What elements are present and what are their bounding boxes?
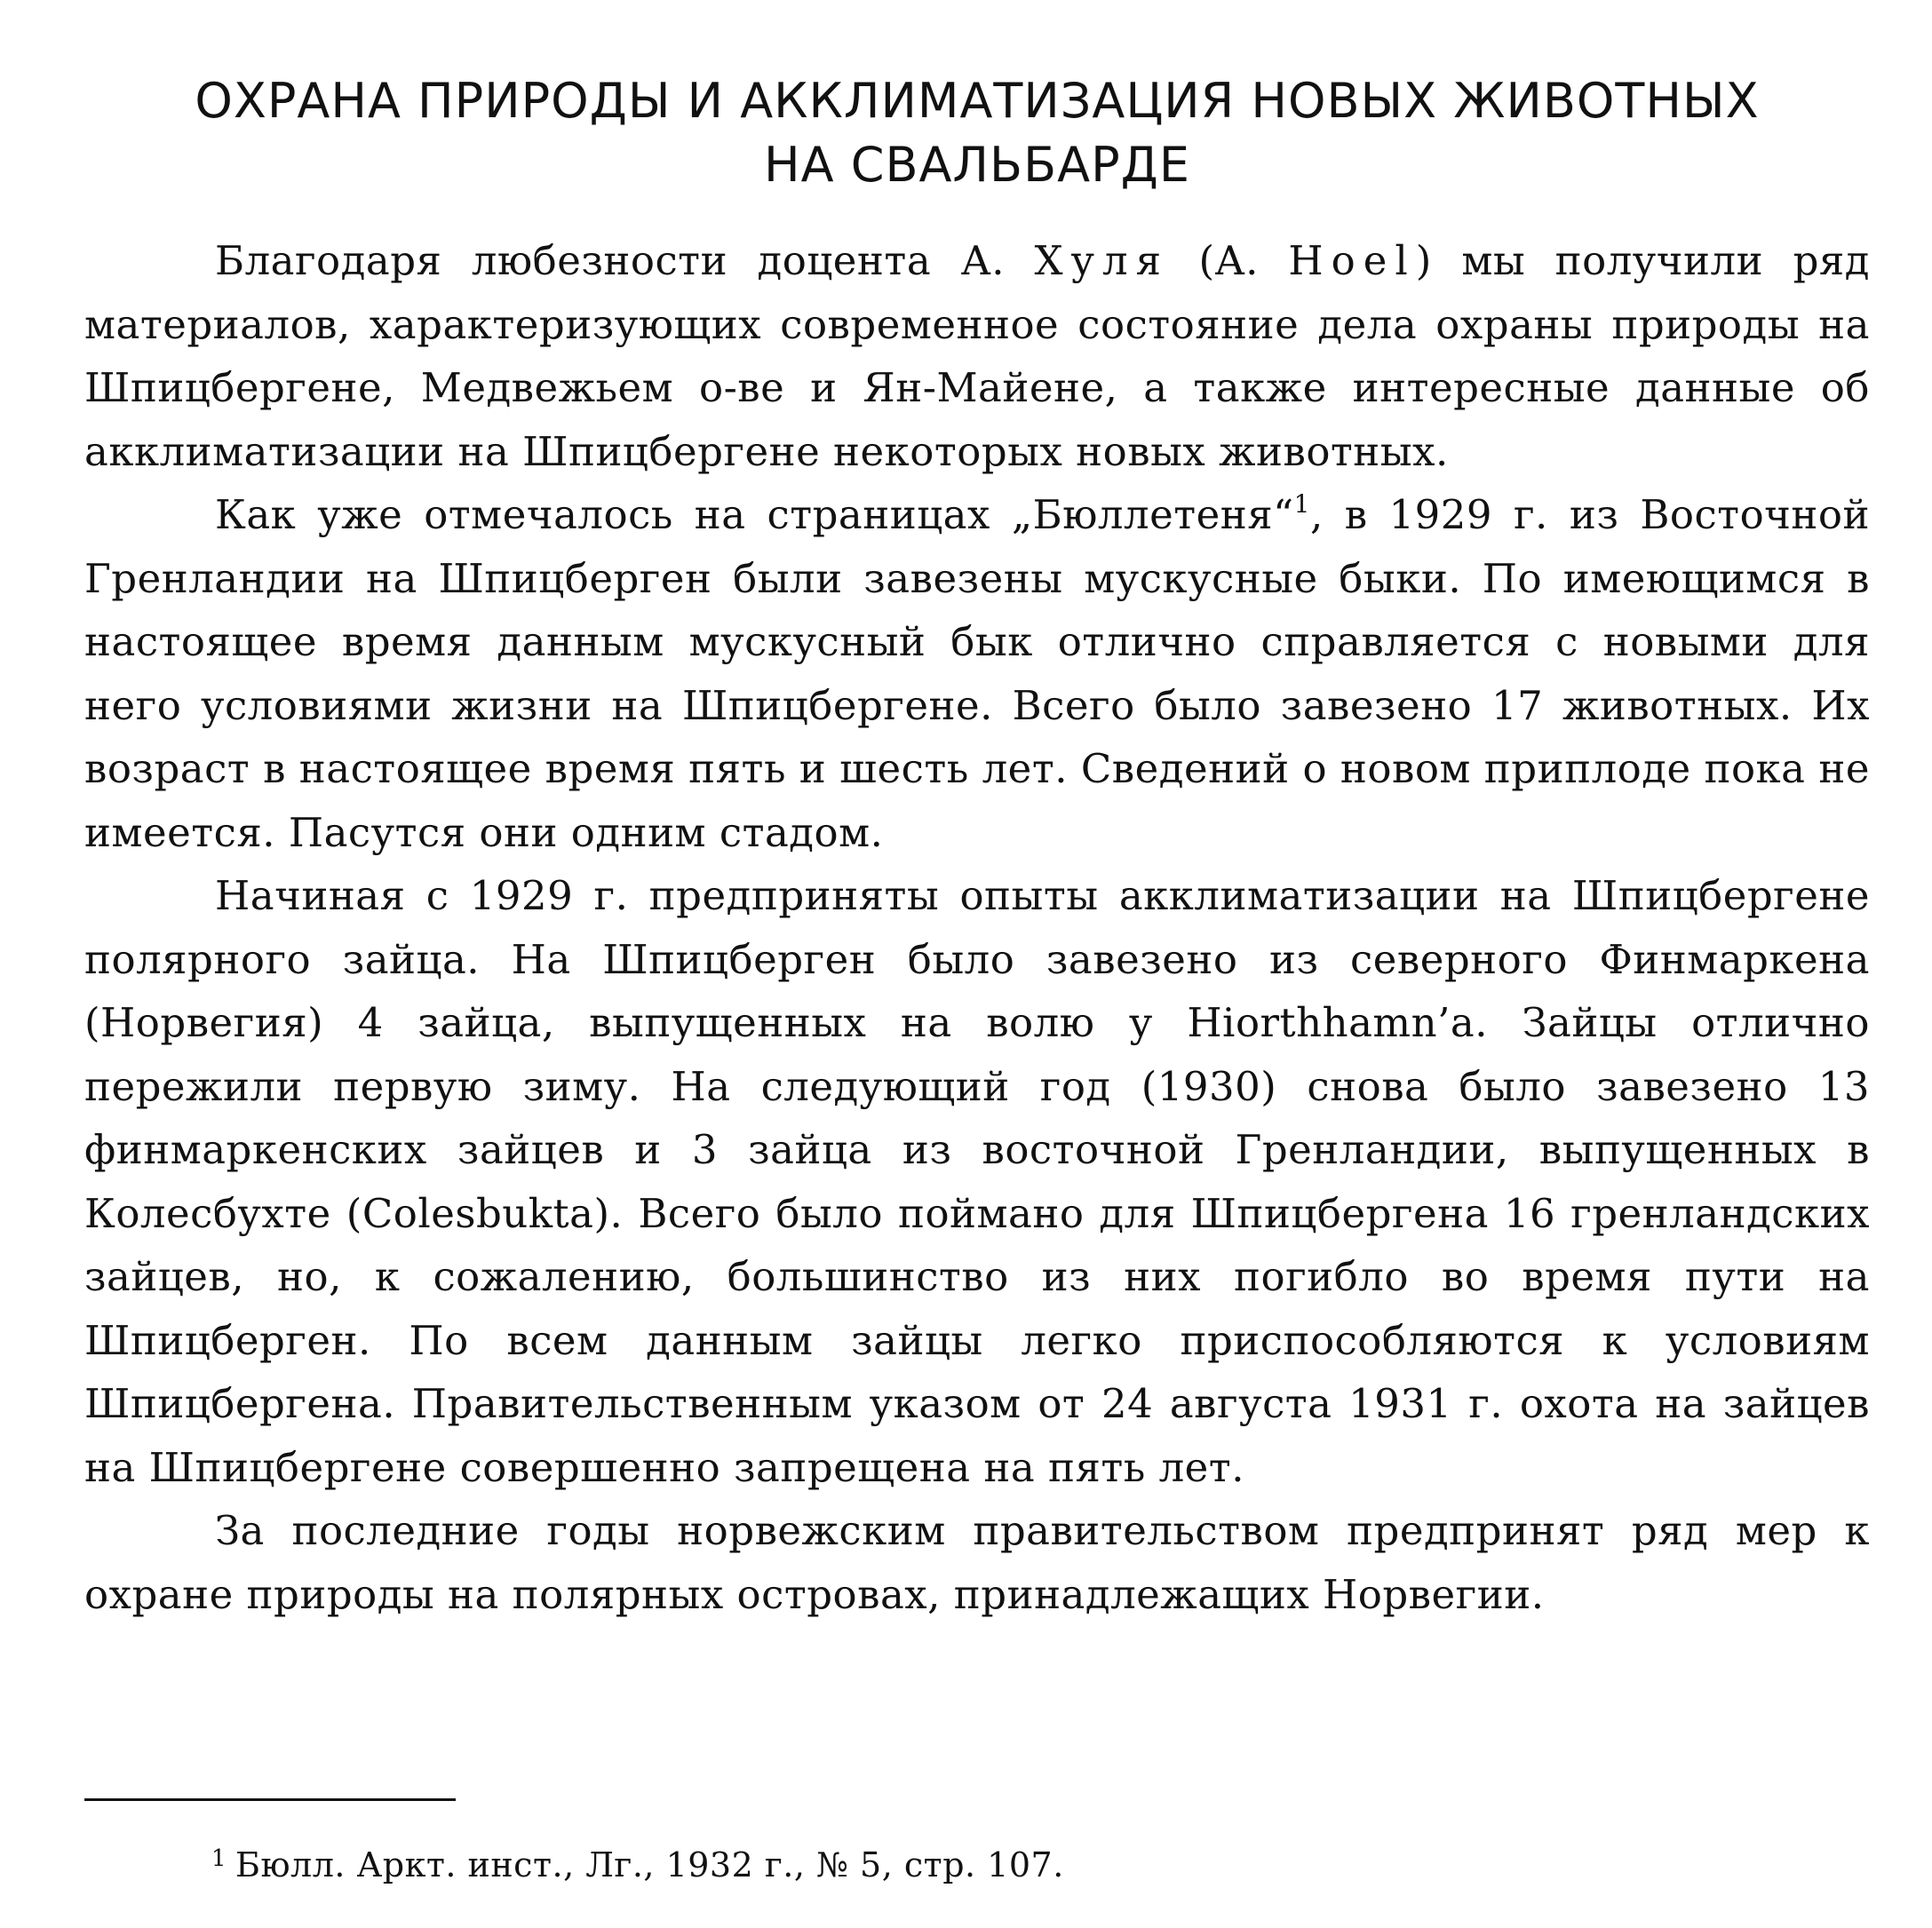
footnote bbox=[211, 1843, 1064, 1887]
footnote-number: 1 bbox=[211, 1845, 227, 1872]
title-line-1: ОХРАНА ПРИРОДЫ И АККЛИМАТИЗАЦИЯ НОВЫХ ЖИВОТНЫХ bbox=[195, 73, 1760, 129]
p1-text-middle: (А. bbox=[1169, 237, 1289, 284]
p1-text-after: ) мы получили ряд материалов, характеризующих современное состояние дела охраны природы на Шпицбергене, Медвежьем о-ве и Ян-Майене, а также интересные данные об акклиматизации на Шпицбергене некоторых новых животных. bbox=[84, 237, 1870, 475]
article-title bbox=[84, 69, 1870, 197]
paragraph-3: Начиная с 1929 г. предприняты опыты акклиматизации на Шпицбергене полярного зайца. На Шпицберген было завезено из северного Финмаркена (Норвегия) 4 зайца, выпущенных на волю у Hiorthhamn’a. Зайцы отлично пережили первую зиму. На следующий год (1930) снова было завезено 13 финмаркенских зайцев и 3 зайца из восточной Гренландии, выпущенных в Колесбухте (Colesbukta). Всего было поймано для Шпицбергена 16 гренландских зайцев, но, к сожалению, большинство из них погибло во время пути на Шпицберген. По всем данным зайцы легко приспособляются к условиям Шпицбергена. Правительственным указом от 24 августа 1931 г. охота на зайцев на Шпицбергене совершенно запрещена на пять лет. bbox=[84, 872, 1870, 1491]
p2-text-after: , в 1929 г. из Восточной Гренландии на Шпицберген были завезены мускусные быки. По имеющимся в настоящее время данным мускусный бык отлично справляется с новыми для него условиями жизни на Шпицбергене. Всего было завезено 17 животных. Их возраст в настоящее время пять и шесть лет. Сведений о новом приплоде пока не имеется. Пасутся они одним стадом. bbox=[84, 491, 1870, 856]
paragraph-2 bbox=[84, 483, 1870, 864]
paragraph-4: За последние годы норвежским правительством предпринят ряд мер к охране природы на полярных островах, принадлежащих Норвегии. bbox=[84, 1507, 1870, 1618]
footnote-divider bbox=[84, 1798, 456, 1801]
paragraph-1 bbox=[84, 229, 1870, 483]
p1-name-en: Hoel bbox=[1288, 237, 1416, 284]
footnote-reference: 1 bbox=[1293, 489, 1310, 519]
title-line-2: НА СВАЛЬБАРДЕ bbox=[764, 137, 1190, 193]
page-body bbox=[84, 53, 1870, 1626]
p1-name-ru: Хуля bbox=[1034, 237, 1169, 284]
footnote-text: Бюлл. Аркт. инст., Лг., 1932 г., № 5, стр. 107. bbox=[235, 1845, 1064, 1884]
p2-text-before: Как уже отмечалось на страницах „Бюллетеня“ bbox=[215, 491, 1294, 538]
p1-text-before: Благодаря любезности доцента А. bbox=[215, 237, 1035, 284]
